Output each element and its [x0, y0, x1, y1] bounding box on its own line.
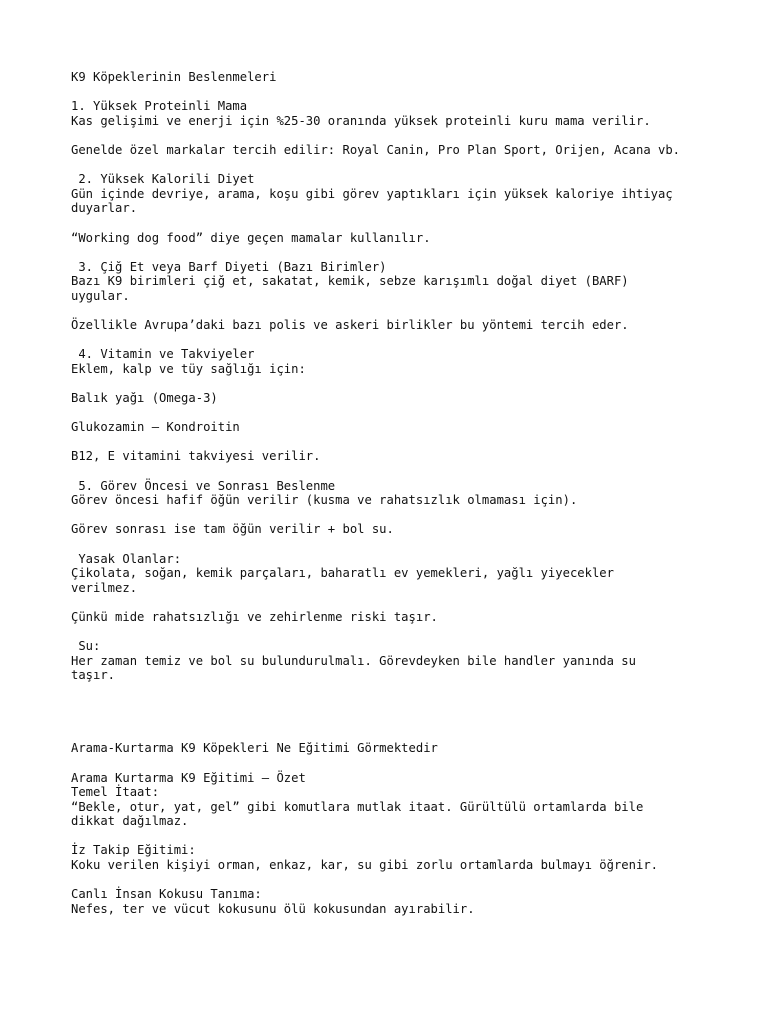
- paragraph-line: Nefes, ter ve vücut kokusunu ölü kokusundan ayırabilir.: [71, 901, 475, 916]
- spacer: [71, 245, 711, 260]
- paragraph-line: Görev öncesi hafif öğün verilir (kusma ve rahatsızlık olmaması için).: [71, 493, 578, 508]
- section-heading: 4. Vitamin ve Takviyeler: [71, 347, 255, 362]
- paragraph-line: verilmez.: [71, 580, 138, 595]
- document-title: K9 Köpeklerinin Beslenmeleri: [71, 70, 277, 84]
- summary-heading: Arama Kurtarma K9 Eğitimi – Özet: [71, 770, 306, 785]
- spacer: [71, 873, 711, 888]
- spacer: [71, 508, 711, 523]
- spacer: [71, 595, 711, 610]
- section-heading: Canlı İnsan Kokusu Tanıma:: [71, 887, 262, 902]
- paragraph-line: Gün içinde devriye, arama, koşu gibi görev yaptıkları için yüksek kaloriye ihtiyaç: [71, 186, 673, 201]
- paragraph-line: Genelde özel markalar tercih edilir: Royal Canin, Pro Plan Sport, Orijen, Acana vb.: [71, 142, 681, 157]
- section-heading: 3. Çiğ Et veya Barf Diyeti (Bazı Birimler): [71, 259, 387, 274]
- spacer: [71, 756, 711, 771]
- section-heading: Yasak Olanlar:: [71, 551, 182, 566]
- paragraph-line: dikkat dağılmaz.: [71, 814, 189, 829]
- spacer: [71, 216, 711, 231]
- section-heading: 5. Görev Öncesi ve Sonrası Beslenme: [71, 478, 336, 493]
- spacer: [71, 829, 711, 844]
- paragraph-line: “Working dog food” diye geçen mamalar kullanılır.: [71, 230, 431, 245]
- paragraph-line: Bazı K9 birimleri çiğ et, sakatat, kemik, sebze karışımlı doğal diyet (BARF): [71, 274, 629, 289]
- spacer: [71, 376, 711, 391]
- paragraph-line: Çikolata, soğan, kemik parçaları, baharatlı ev yemekleri, yağlı yiyecekler: [71, 566, 614, 581]
- spacer: [71, 304, 711, 319]
- paragraph-line: Koku verilen kişiyi orman, enkaz, kar, su gibi zorlu ortamlarda bulmayı öğrenir.: [71, 858, 658, 873]
- paragraph-line: Her zaman temiz ve bol su bulundurulmalı. Görevdeyken bile handler yanında su: [71, 653, 636, 668]
- spacer: [71, 406, 711, 421]
- section-heading: 1. Yüksek Proteinli Mama: [71, 99, 248, 114]
- paragraph-line: Özellikle Avrupa’daki bazı polis ve askeri birlikler bu yöntemi tercih eder.: [71, 318, 629, 333]
- paragraph-line: Çünkü mide rahatsızlığı ve zehirlenme riski taşır.: [71, 609, 438, 624]
- paragraph-line: Eklem, kalp ve tüy sağlığı için:: [71, 361, 306, 376]
- document-page: [71, 70, 711, 916]
- spacer: [71, 464, 711, 479]
- section-heading: İz Takip Eğitimi:: [71, 843, 196, 858]
- part2-title: Arama-Kurtarma K9 Köpekleri Ne Eğitimi Görmektedir: [71, 741, 438, 756]
- spacer: [71, 625, 711, 640]
- paragraph-line: Glukozamin – Kondroitin: [71, 420, 240, 435]
- section-heading: Temel İtaat:: [71, 785, 160, 800]
- spacer: [71, 333, 711, 348]
- paragraph-line: Balık yağı (Omega-3): [71, 391, 218, 406]
- spacer: [71, 158, 711, 173]
- spacer: [71, 128, 711, 143]
- section-heading: 2. Yüksek Kalorili Diyet: [71, 172, 255, 187]
- paragraph-line: Kas gelişimi ve enerji için %25-30 oranında yüksek proteinli kuru mama verilir.: [71, 113, 651, 128]
- paragraph-line: Görev sonrası ise tam öğün verilir + bol su.: [71, 522, 394, 537]
- spacer: [71, 537, 711, 552]
- spacer: [71, 85, 711, 100]
- paragraph-line: “Bekle, otur, yat, gel” gibi komutlara mutlak itaat. Gürültülü ortamlarda bile: [71, 799, 644, 814]
- paragraph-line: B12, E vitamini takviyesi verilir.: [71, 449, 321, 464]
- section-heading: Su:: [71, 639, 101, 654]
- paragraph-line: taşır.: [71, 668, 116, 683]
- spacer: [71, 435, 711, 450]
- paragraph-line: duyarlar.: [71, 201, 138, 216]
- paragraph-line: uygular.: [71, 288, 130, 303]
- spacer: [71, 683, 711, 741]
